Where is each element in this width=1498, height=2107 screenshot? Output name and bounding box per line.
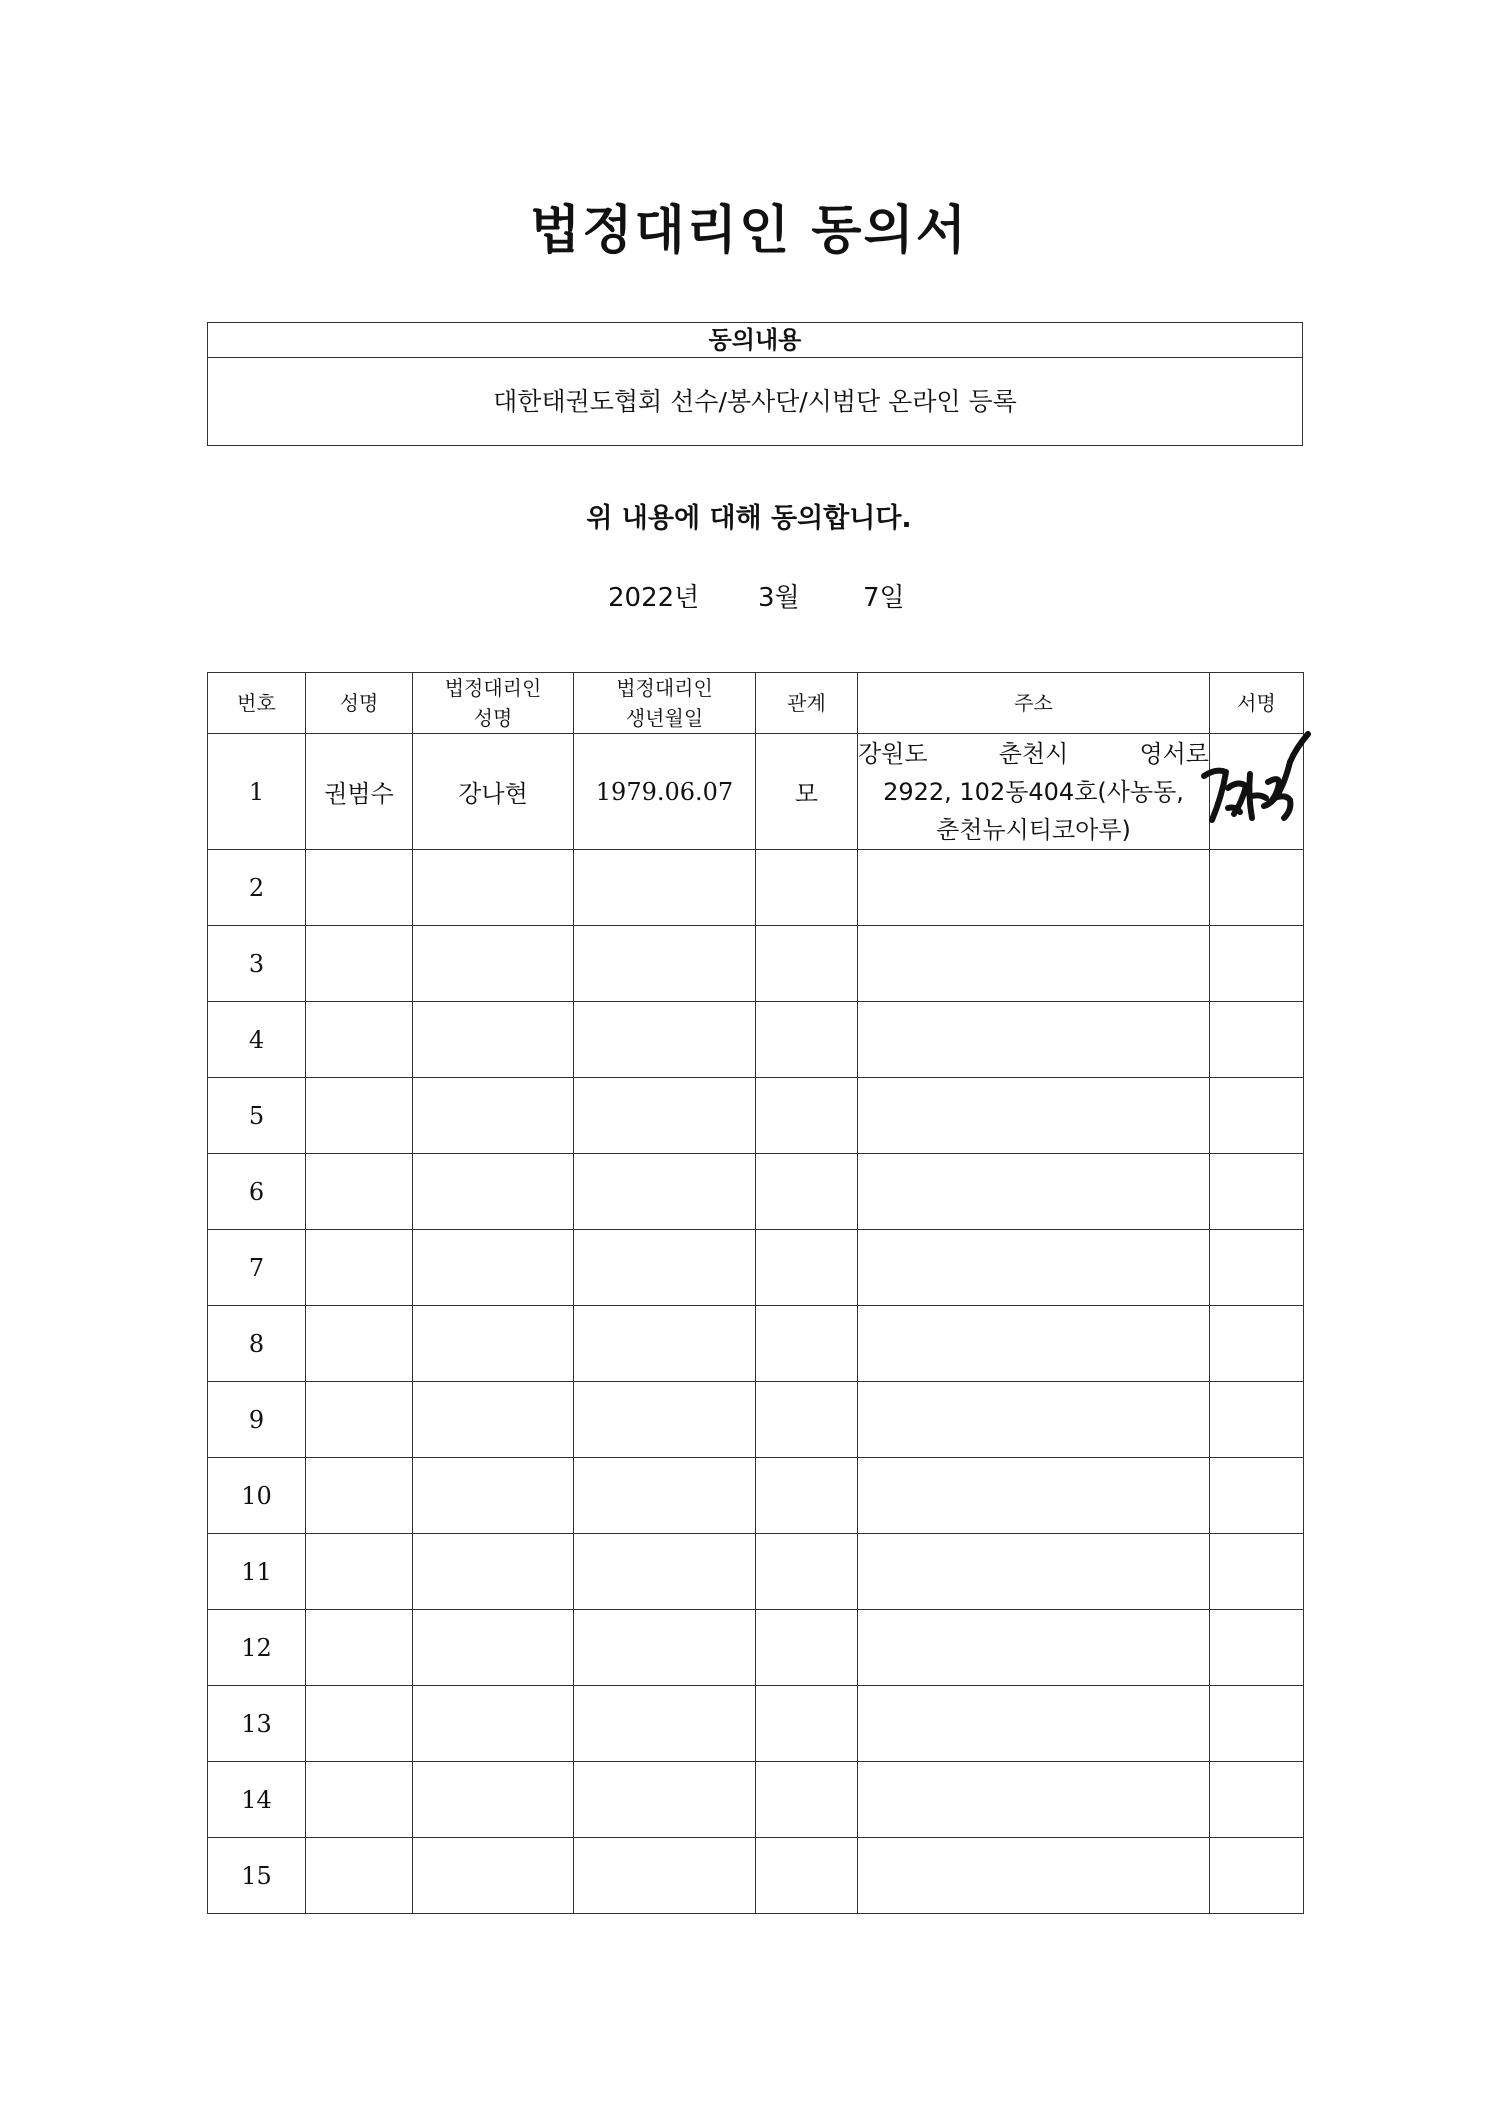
cell-name: [306, 1838, 413, 1914]
cell-guardian-birth: [574, 1534, 756, 1610]
address-road: 영서로: [1139, 739, 1209, 768]
cell-guardian-birth: [574, 1382, 756, 1458]
cell-no: 10: [208, 1458, 306, 1534]
header-name: 성명: [306, 673, 413, 734]
cell-guardian-name: [413, 1458, 574, 1534]
cell-signature: [1210, 850, 1304, 926]
header-no: 번호: [208, 673, 306, 734]
cell-address: [858, 1230, 1210, 1306]
cell-relation: [756, 1838, 858, 1914]
cell-name: [306, 926, 413, 1002]
cell-no: 4: [208, 1002, 306, 1078]
cell-no: 3: [208, 926, 306, 1002]
address-line-2: 2922, 102동404호(사농동,: [883, 777, 1184, 806]
cell-address: [858, 1838, 1210, 1914]
cell-guardian-birth: [574, 850, 756, 926]
header-guardian-name: [413, 673, 574, 734]
cell-guardian-name: [413, 1610, 574, 1686]
cell-name: [306, 1230, 413, 1306]
cell-address: [858, 1458, 1210, 1534]
cell-guardian-birth: [574, 1230, 756, 1306]
table-row: [208, 1306, 1304, 1382]
cell-guardian-name: [413, 1002, 574, 1078]
cell-relation: [756, 1078, 858, 1154]
cell-signature: [1210, 926, 1304, 1002]
table-row: [208, 1154, 1304, 1230]
cell-relation: [756, 926, 858, 1002]
header-signature: 서명: [1210, 673, 1304, 734]
cell-address: [858, 1002, 1210, 1078]
consent-content-box: [207, 322, 1303, 446]
cell-guardian-birth: [574, 1002, 756, 1078]
table-row: [208, 1838, 1304, 1914]
cell-signature: [1210, 1230, 1304, 1306]
cell-guardian-birth: [574, 1686, 756, 1762]
address-city: 춘천시: [998, 739, 1069, 768]
document-title: 법정대리인 동의서: [530, 201, 968, 261]
cell-guardian-birth: [574, 1610, 756, 1686]
cell-guardian-birth: [574, 1078, 756, 1154]
header-guardian-name-line2: 성명: [473, 706, 513, 730]
header-guardian-birth: [574, 673, 756, 734]
cell-signature: [1210, 1534, 1304, 1610]
table-row: [208, 734, 1304, 850]
cell-signature: [1210, 734, 1304, 850]
cell-address: [858, 1078, 1210, 1154]
address-province: 강원도: [858, 739, 928, 768]
cell-guardian-name: [413, 1078, 574, 1154]
cell-relation: [756, 1230, 858, 1306]
header-guardian-birth-line2: 생년월일: [625, 706, 704, 730]
cell-no: 2: [208, 850, 306, 926]
cell-relation: [756, 1002, 858, 1078]
cell-no: 6: [208, 1154, 306, 1230]
cell-no: 15: [208, 1838, 306, 1914]
cell-no: 14: [208, 1762, 306, 1838]
cell-address: [858, 1154, 1210, 1230]
table-row: [208, 926, 1304, 1002]
cell-name: [306, 1306, 413, 1382]
cell-guardian-birth: [574, 1154, 756, 1230]
table-row: [208, 1610, 1304, 1686]
consent-statement: 위 내용에 대해 동의합니다.: [586, 503, 912, 534]
cell-name: 권범수: [306, 734, 413, 850]
cell-guardian-name: [413, 1534, 574, 1610]
cell-guardian-name: [413, 926, 574, 1002]
cell-guardian-name: [413, 1686, 574, 1762]
cell-guardian-name: [413, 1154, 574, 1230]
table-row: [208, 1230, 1304, 1306]
cell-address: [858, 1534, 1210, 1610]
date-day: 7일: [863, 583, 905, 613]
cell-relation: [756, 1762, 858, 1838]
header-address: 주소: [858, 673, 1210, 734]
cell-name: [306, 1382, 413, 1458]
cell-guardian-name: 강나현: [413, 734, 574, 850]
table-row: [208, 1534, 1304, 1610]
table-row: [208, 1762, 1304, 1838]
header-relation: 관계: [756, 673, 858, 734]
cell-signature: [1210, 1610, 1304, 1686]
cell-no: 9: [208, 1382, 306, 1458]
cell-guardian-name: [413, 1762, 574, 1838]
cell-guardian-name: [413, 1306, 574, 1382]
cell-address: [858, 1610, 1210, 1686]
guardian-registry-table: [207, 672, 1304, 1914]
cell-name: [306, 1534, 413, 1610]
cell-guardian-birth: [574, 1306, 756, 1382]
cell-guardian-birth: [574, 1762, 756, 1838]
cell-no: 11: [208, 1534, 306, 1610]
cell-no: 7: [208, 1230, 306, 1306]
cell-address: [858, 1686, 1210, 1762]
cell-name: [306, 1154, 413, 1230]
handwritten-signature: [1198, 722, 1328, 844]
cell-relation: [756, 1382, 858, 1458]
cell-signature: [1210, 1002, 1304, 1078]
cell-name: [306, 1762, 413, 1838]
cell-guardian-birth: [574, 1838, 756, 1914]
cell-guardian-birth: 1979.06.07: [574, 734, 756, 850]
cell-relation: [756, 1458, 858, 1534]
table-row: [208, 1382, 1304, 1458]
table-header-row: [208, 673, 1304, 734]
header-guardian-birth-line1: 법정대리인: [616, 676, 713, 700]
cell-name: [306, 1686, 413, 1762]
cell-name: [306, 1078, 413, 1154]
cell-guardian-name: [413, 850, 574, 926]
cell-signature: [1210, 1686, 1304, 1762]
cell-guardian-name: [413, 1838, 574, 1914]
cell-guardian-birth: [574, 926, 756, 1002]
address-line-3: 춘천뉴시티코아루): [936, 815, 1131, 844]
consent-content-text: 대한태권도협회 선수/봉사단/시범단 온라인 등록: [493, 387, 1017, 416]
cell-relation: [756, 1154, 858, 1230]
date-month: 3월: [758, 583, 800, 613]
cell-relation: [756, 850, 858, 926]
cell-address: [858, 1306, 1210, 1382]
cell-guardian-name: [413, 1382, 574, 1458]
cell-no: 13: [208, 1686, 306, 1762]
cell-signature: [1210, 1762, 1304, 1838]
cell-address: [858, 1382, 1210, 1458]
cell-signature: [1210, 1382, 1304, 1458]
address-line-1: [858, 735, 1209, 773]
table-row: [208, 1686, 1304, 1762]
consent-content-header: 동의내용: [208, 323, 1302, 358]
cell-address: [858, 1762, 1210, 1838]
table-row: [208, 850, 1304, 926]
table-row: [208, 1458, 1304, 1534]
cell-no: 5: [208, 1078, 306, 1154]
cell-guardian-name: [413, 1230, 574, 1306]
cell-relation: [756, 1686, 858, 1762]
cell-signature: [1210, 1078, 1304, 1154]
cell-address: [858, 926, 1210, 1002]
cell-no: 12: [208, 1610, 306, 1686]
table-row: [208, 1002, 1304, 1078]
cell-relation: [756, 1306, 858, 1382]
header-guardian-name-line1: 법정대리인: [444, 676, 542, 700]
cell-relation: [756, 1534, 858, 1610]
date-year: 2022년: [608, 583, 700, 613]
cell-name: [306, 1610, 413, 1686]
cell-no: 8: [208, 1306, 306, 1382]
cell-name: [306, 1458, 413, 1534]
cell-relation: [756, 1610, 858, 1686]
table-row: [208, 1078, 1304, 1154]
cell-name: [306, 1002, 413, 1078]
cell-signature: [1210, 1458, 1304, 1534]
cell-signature: [1210, 1154, 1304, 1230]
cell-address: [858, 850, 1210, 926]
cell-name: [306, 850, 413, 926]
cell-relation: 모: [756, 734, 858, 850]
cell-signature: [1210, 1306, 1304, 1382]
cell-guardian-birth: [574, 1458, 756, 1534]
cell-signature: [1210, 1838, 1304, 1914]
cell-address: [858, 734, 1210, 850]
cell-no: 1: [208, 734, 306, 850]
